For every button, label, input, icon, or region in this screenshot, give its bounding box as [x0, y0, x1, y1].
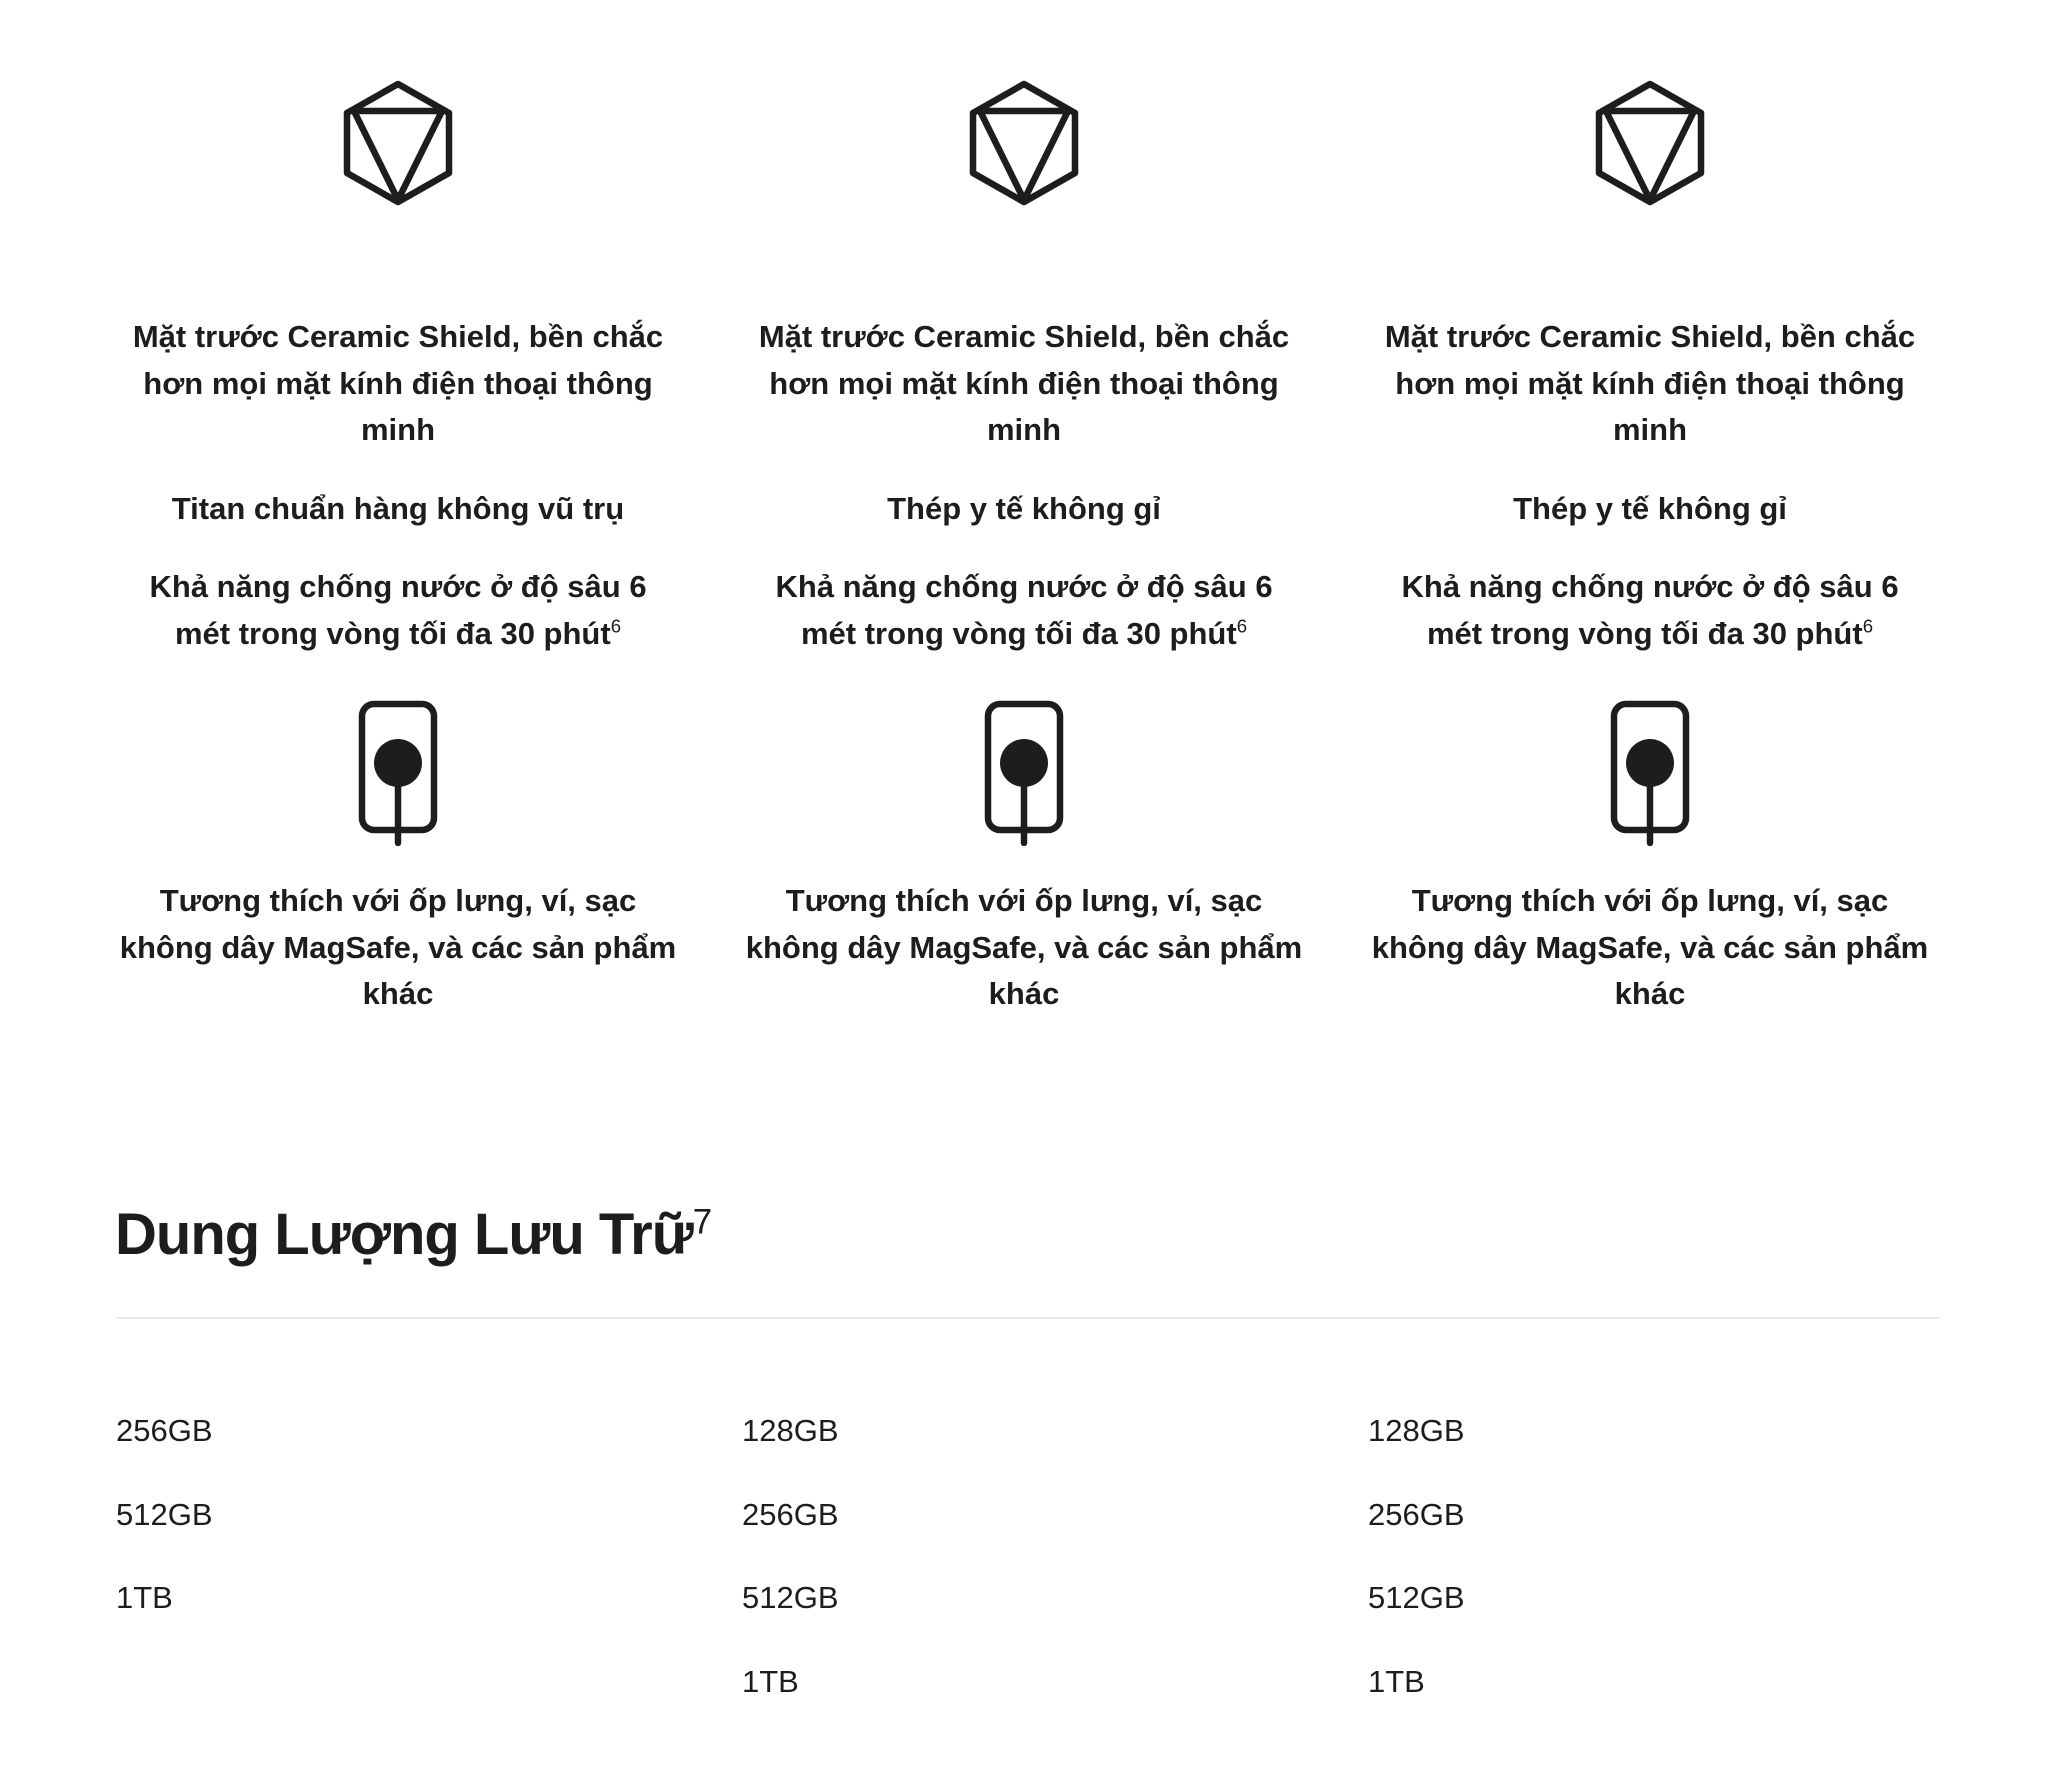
storage-option: 256GB: [742, 1496, 839, 1532]
storage-option: 512GB: [1368, 1580, 1465, 1615]
magsafe-text: Tương thích với ốp lưng, ví, sạc không dây MagSafe, và các sản phẩm khác: [745, 883, 1303, 1011]
magsafe-text: Tương thích với ốp lưng, ví, sạc không dây MagSafe, và các sản phẩm khác: [119, 883, 677, 1011]
ceramic-shield-text: Mặt trước Ceramic Shield, bền chắc hơn mọi mặt kính điện thoại thông minh: [758, 319, 1290, 447]
feature-column: [118, 700, 678, 1018]
material-text: Thép y tế không gỉ: [887, 490, 1161, 526]
feature-column: [1370, 80, 1930, 657]
ceramic-shield-text: Mặt trước Ceramic Shield, bền chắc hơn mọi mặt kính điện thoại thông minh: [1384, 319, 1916, 447]
footnote-marker[interactable]: 6: [610, 615, 622, 637]
feature-column: [744, 80, 1304, 657]
storage-column: [1368, 1407, 1465, 1741]
magsafe-icon: [1370, 700, 1930, 846]
storage-column: [116, 1407, 213, 1658]
storage-heading: [115, 1200, 711, 1270]
magsafe-text: Tương thích với ốp lưng, ví, sạc không dây MagSafe, và các sản phẩm khác: [1371, 883, 1929, 1011]
feature-column: [1370, 700, 1930, 1018]
footnote-marker[interactable]: 6: [1862, 615, 1874, 637]
storage-option: 256GB: [116, 1413, 213, 1448]
water-resistance-label: Khả năng chống nước ở độ sâu 6 mét trong vòng tối đa 30 phút: [775, 569, 1273, 651]
storage-option: 1TB: [116, 1580, 173, 1615]
storage-option: 1TB: [1368, 1663, 1425, 1699]
storage-option: 1TB: [742, 1663, 799, 1699]
footnote-marker[interactable]: 7: [692, 1202, 712, 1242]
water-resistance-text: [118, 564, 678, 657]
water-resistance-text: [1370, 564, 1930, 657]
storage-heading-label: Dung Lượng Lưu Trữ: [115, 1202, 693, 1267]
ceramic-shield-icon: [1370, 80, 1930, 206]
storage-option: 128GB: [742, 1413, 839, 1448]
material-text: Titan chuẩn hàng không vũ trụ: [171, 490, 625, 526]
section-divider: [116, 1317, 1940, 1319]
feature-column: [744, 700, 1304, 1018]
ceramic-shield-icon: [744, 80, 1304, 206]
magsafe-icon: [744, 700, 1304, 846]
storage-option: 512GB: [116, 1496, 213, 1532]
material-text: Thép y tế không gỉ: [1513, 490, 1787, 526]
ceramic-shield-text: Mặt trước Ceramic Shield, bền chắc hơn mọi mặt kính điện thoại thông minh: [132, 319, 664, 447]
storage-option: 128GB: [1368, 1413, 1465, 1448]
ceramic-shield-icon: [118, 80, 678, 206]
storage-column: [742, 1407, 839, 1741]
footnote-marker[interactable]: 6: [1236, 615, 1248, 637]
feature-column: [118, 80, 678, 657]
storage-option: 512GB: [742, 1580, 839, 1615]
water-resistance-label: Khả năng chống nước ở độ sâu 6 mét trong vòng tối đa 30 phút: [1401, 569, 1899, 651]
magsafe-icon: [118, 700, 678, 846]
water-resistance-label: Khả năng chống nước ở độ sâu 6 mét trong vòng tối đa 30 phút: [149, 569, 647, 651]
storage-option: 256GB: [1368, 1496, 1465, 1532]
water-resistance-text: [744, 564, 1304, 657]
